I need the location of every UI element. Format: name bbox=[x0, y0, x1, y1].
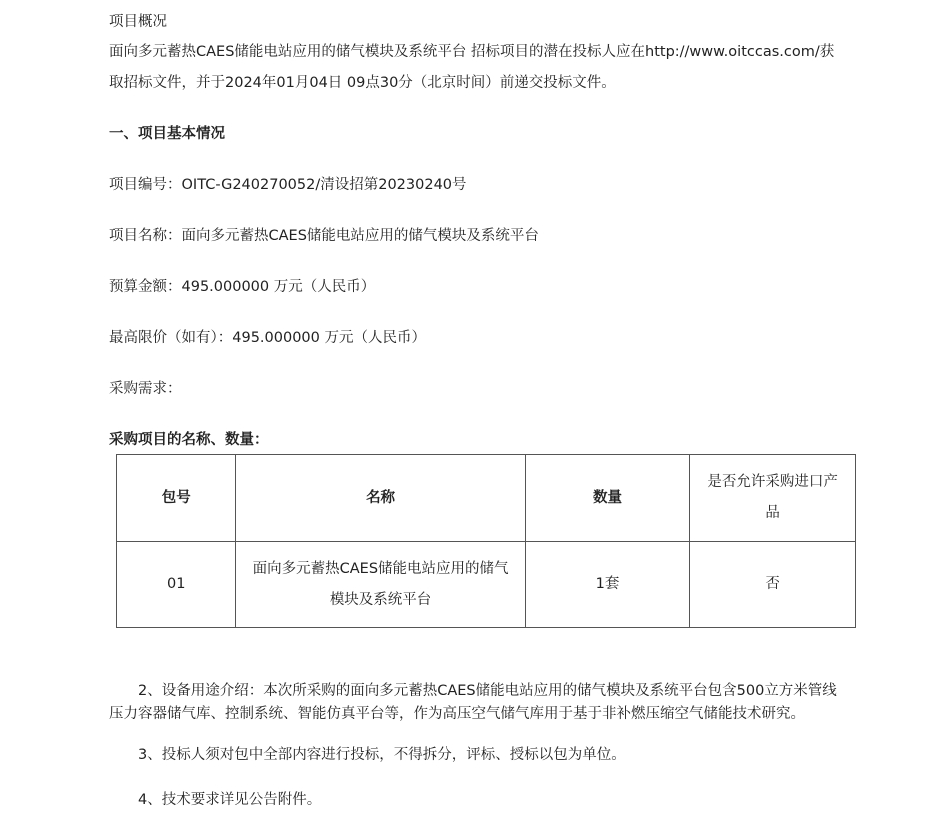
cell-name bbox=[236, 542, 525, 628]
overview-line-2: 取招标文件，并于2024年01月04日 09点30分（北京时间）前递交投标文件。 bbox=[109, 75, 616, 91]
cell-import: 否 bbox=[690, 542, 856, 628]
header-import-line-1: 是否允许采购进口产 bbox=[707, 474, 838, 490]
cell-name-line-2: 模块及系统平台 bbox=[329, 591, 432, 608]
note-2-line-2: 压力容器储气库、控制系统、智能仿真平台等，作为高压空气储气库用于基于非补燃压缩空气储能技术研究。 bbox=[109, 706, 805, 722]
max-price: 最高限价（如有）：495.000000 万元（人民币） bbox=[109, 330, 426, 346]
header-import-allowed bbox=[690, 455, 856, 542]
section-title-basic-info: 一、项目基本情况 bbox=[109, 126, 225, 142]
header-package: 包号 bbox=[117, 455, 236, 542]
header-name: 名称 bbox=[236, 455, 525, 542]
header-quantity: 数量 bbox=[525, 455, 690, 542]
table-row bbox=[117, 542, 856, 628]
items-table-title: 采购项目的名称、数量： bbox=[109, 432, 269, 448]
cell-name-line-1: 面向多元蓄热CAES储能电站应用的储气 bbox=[252, 560, 509, 577]
overview-line-1: 面向多元蓄热CAES储能电站应用的储气模块及系统平台 招标项目的潜在投标人应在http://www.oitccas.com/获 bbox=[109, 44, 835, 60]
items-table bbox=[116, 454, 856, 628]
note-4: 4、技术要求详见公告附件。 bbox=[138, 792, 322, 808]
procurement-demand-label: 采购需求： bbox=[109, 381, 182, 397]
cell-quantity: 1套 bbox=[525, 542, 690, 628]
table-header-row bbox=[117, 455, 856, 542]
overview-heading: 项目概况 bbox=[109, 14, 167, 30]
header-import-line-2: 品 bbox=[765, 505, 780, 521]
budget-amount: 预算金额：495.000000 万元（人民币） bbox=[109, 279, 376, 295]
note-3: 3、投标人须对包中全部内容进行投标，不得拆分，评标、授标以包为单位。 bbox=[138, 747, 626, 763]
cell-package: 01 bbox=[117, 542, 236, 628]
project-number: 项目编号：OITC-G240270052/清设招第20230240号 bbox=[109, 177, 467, 193]
note-2-line-1: 2、设备用途介绍：本次所采购的面向多元蓄热CAES储能电站应用的储气模块及系统平台包含500立方米管线 bbox=[138, 683, 837, 699]
project-name: 项目名称：面向多元蓄热CAES储能电站应用的储气模块及系统平台 bbox=[109, 228, 539, 244]
